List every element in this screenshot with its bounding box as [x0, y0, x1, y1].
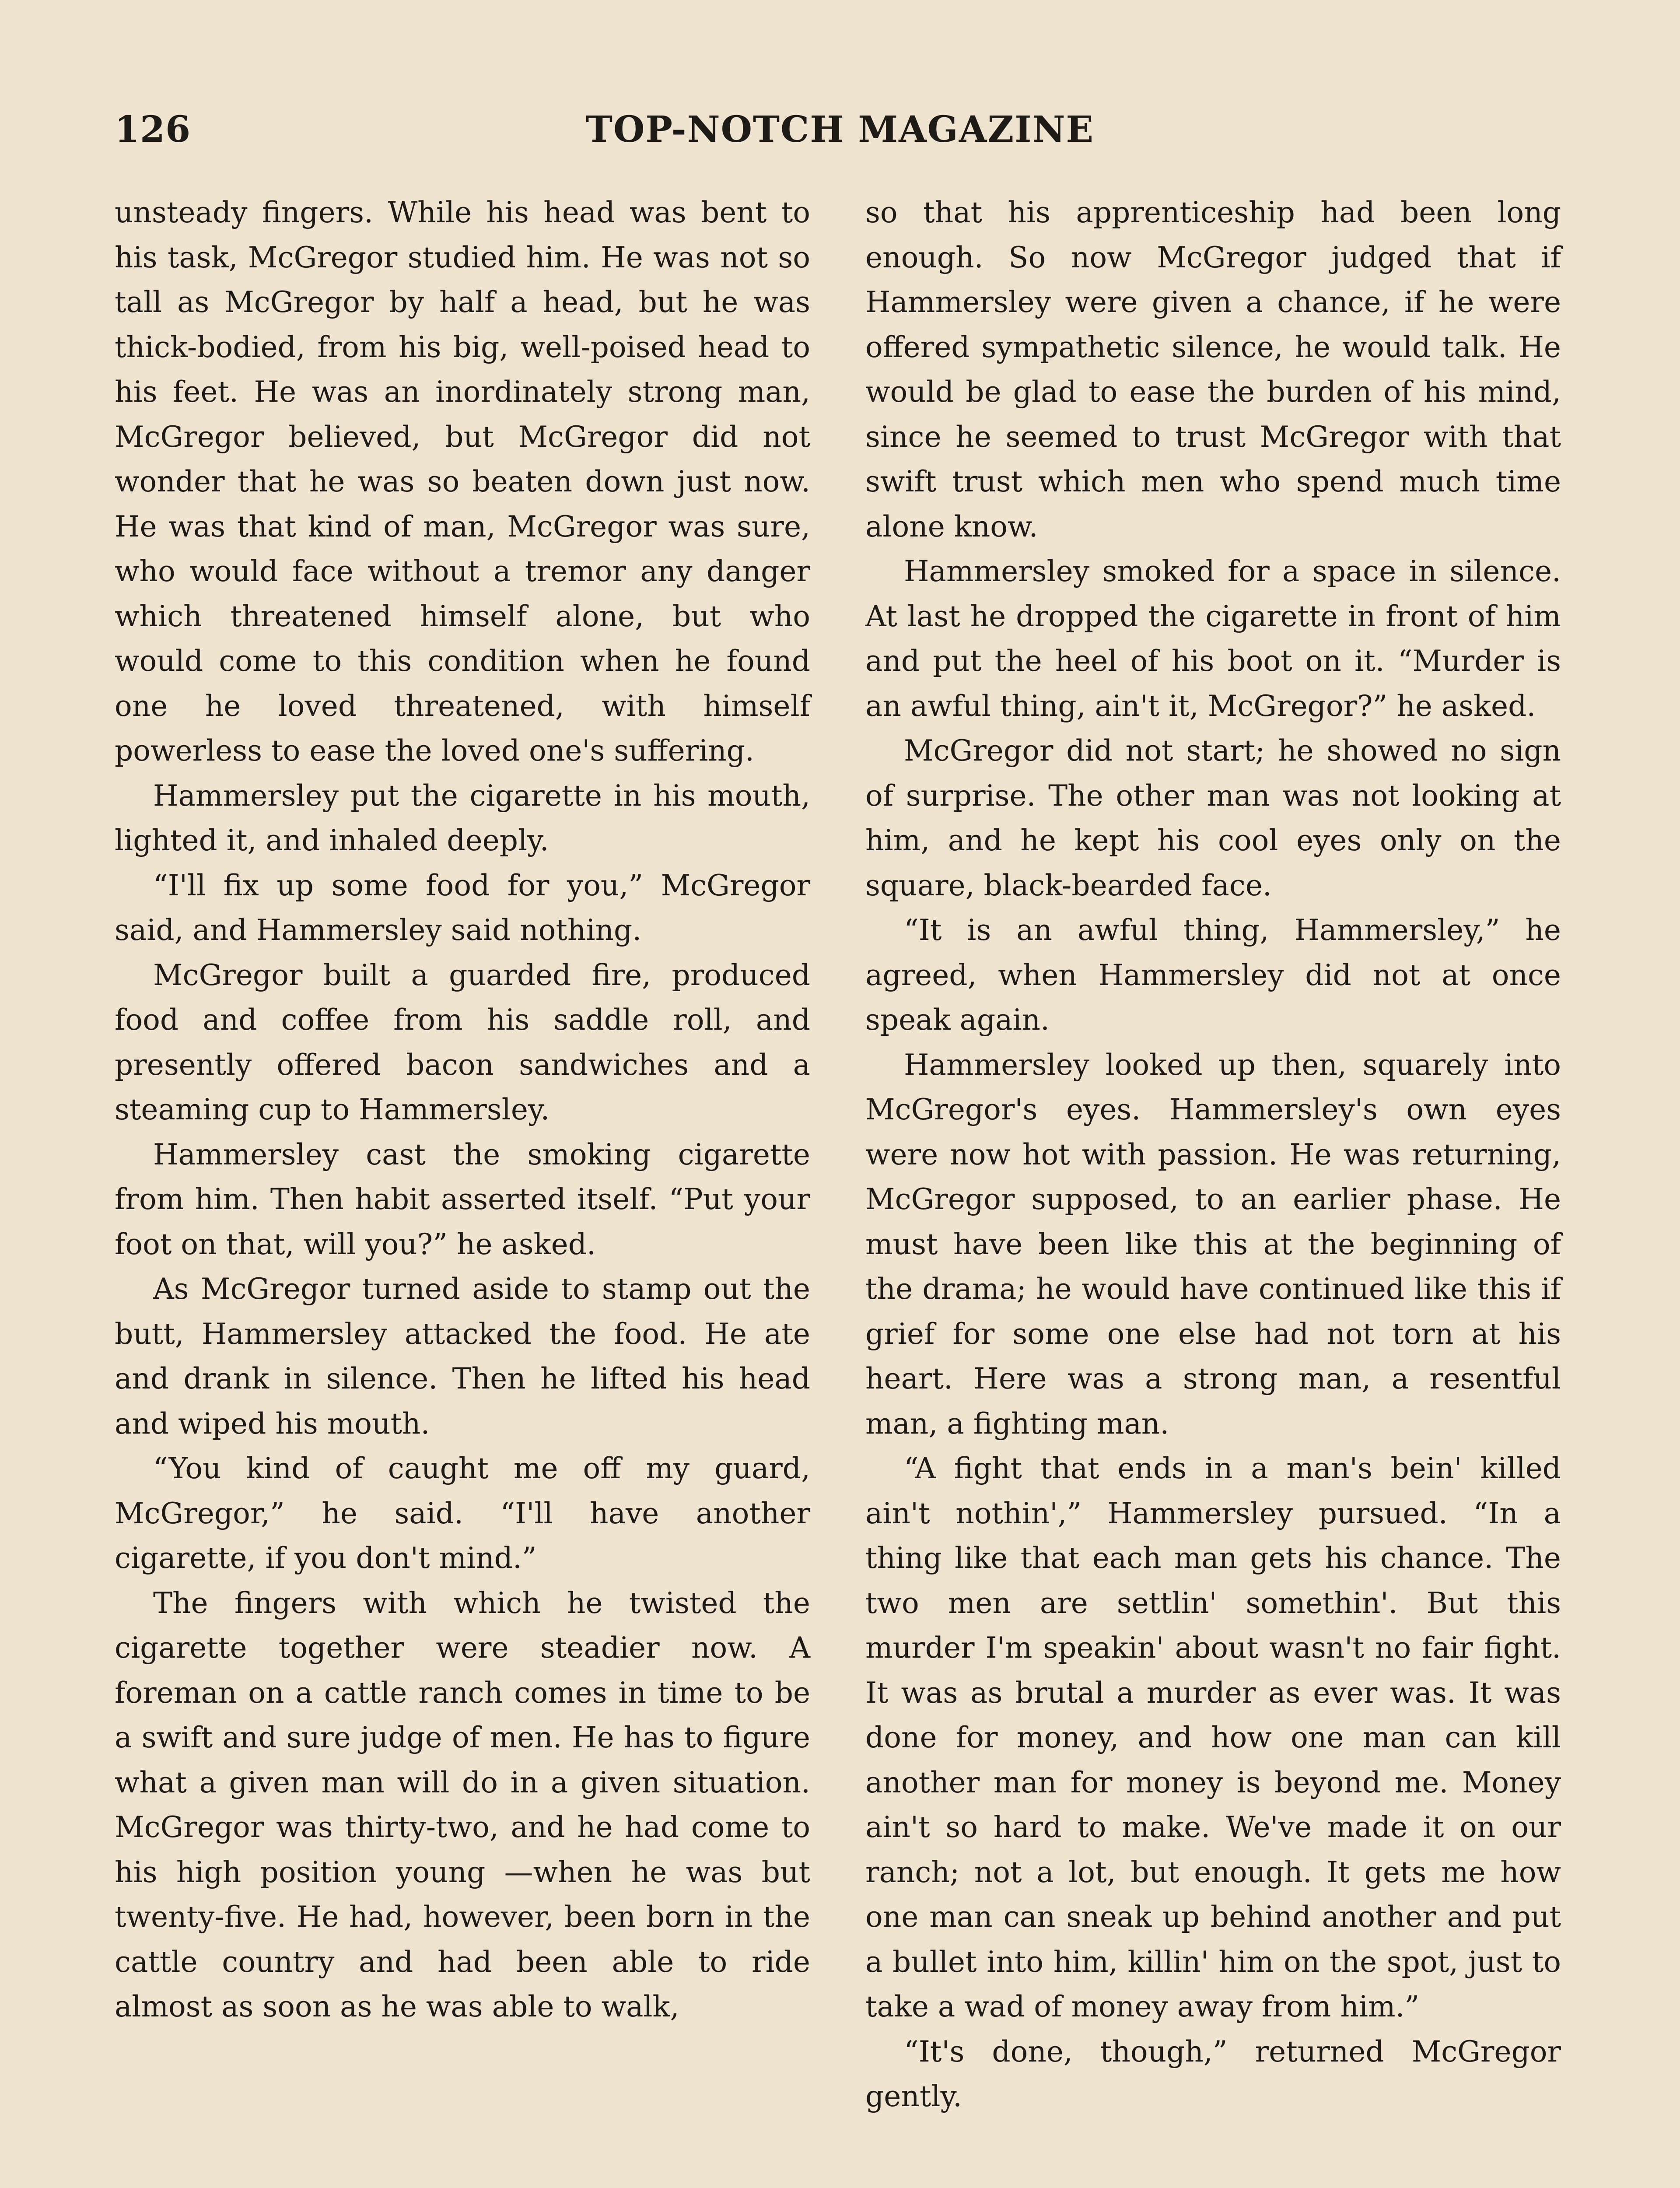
paragraph: Hammersley looked up then, squarely into McGregor's eyes. Hammersley's own eyes were now hot with passion. He was returning, McGregor supposed, to an earlier phase. He must have been like this at the beginning of the drama; he would have continued like this if grief for some one else had not torn at his heart. Here was a strong man, a resentful man, a fighting man. [865, 1048, 1561, 1441]
paragraph: “A fight that ends in a man's bein' killed ain't nothin',” Hammersley pursued. “In a thing like that each man gets his chance. The two men are settlin' somethin'. But this murder I'm speakin' about wasn't no fair fight. It was as brutal a murder as ever was. It was done for money, and how one man can kill another man for money is beyond me. Money ain't so hard to make. We've made it on our ranch; not a lot, but enough. It gets me how one man can sneak up behind another and put a bullet into him, killin' him on the spot, just to take a wad of money away from him.” [865, 1452, 1561, 2023]
paragraph: The fingers with which he twisted the cigarette together were steadier now. A foreman on a cattle ranch comes in time to be a swift and sure judge of men. He has to figure what a given man will do in a given situation. McGregor was thirty-two, and he had come to his high position young —when he was but twenty-five. He had, however, been born in the cattle country and had been able to ride almost as soon as he was able to walk, [115, 1586, 810, 2023]
paragraph: McGregor built a guarded fire, produced food and coffee from his saddle roll, and presently offered bacon sandwiches and a steaming cup to Hammersley. [115, 958, 810, 1126]
paragraph: “You kind of caught me off my guard, McGregor,” he said. “I'll have another cigarette, if you don't mind.” [115, 1452, 810, 1575]
left-column [115, 190, 810, 2030]
paragraph: so that his apprenticeship had been long enough. So now McGregor judged that if Hammersley were given a chance, if he were offered sympathetic silence, he would talk. He would be glad to ease the burden of his mind, since he seemed to trust McGregor with that swift trust which men who spend much time alone know. [865, 196, 1561, 543]
page-number: 126 [115, 109, 191, 151]
page-header [115, 103, 1565, 156]
paragraph: As McGregor turned aside to stamp out the butt, Hammersley attacked the food. He ate and drank in silence. Then he lifted his head and wiped his mouth. [115, 1272, 810, 1441]
paragraph: “It is an awful thing, Hammersley,” he agreed, when Hammersley did not at once speak again. [865, 913, 1561, 1037]
paragraph: Hammersley cast the smoking cigarette from him. Then habit asserted itself. “Put your foot on that, will you?” he asked. [115, 1137, 810, 1261]
paragraph: Hammersley smoked for a space in silence. At last he dropped the cigarette in front of him and put the heel of his boot on it. “Murder is an awful thing, ain't it, McGregor?” he asked. [865, 554, 1561, 723]
right-column [865, 190, 1561, 2119]
paragraph: Hammersley put the cigarette in his mouth, lighted it, and inhaled deeply. [115, 778, 810, 857]
paragraph: “I'll fix up some food for you,” McGregor said, and Hammersley said nothing. [115, 868, 810, 947]
paragraph: McGregor did not start; he showed no sign of surprise. The other man was not looking at him, and he kept his cool eyes only on the square, black-bearded face. [865, 734, 1561, 902]
magazine-title: TOP-NOTCH MAGAZINE [585, 109, 1095, 151]
paragraph: unsteady fingers. While his head was bent to his task, McGregor studied him. He was not so tall as McGregor by half a head, but he was thick-bodied, from his big, well-poised head to his feet. He was an inordinately strong man, McGregor believed, but McGregor did not wonder that he was so beaten down just now. He was that kind of man, McGregor was sure, who would face without a tremor any danger which threatened himself alone, but who would come to this condition when he found one he loved threatened, with himself powerless to ease the loved one's suffering. [115, 196, 810, 768]
paragraph: “It's done, though,” returned McGregor gently. [865, 2034, 1561, 2113]
